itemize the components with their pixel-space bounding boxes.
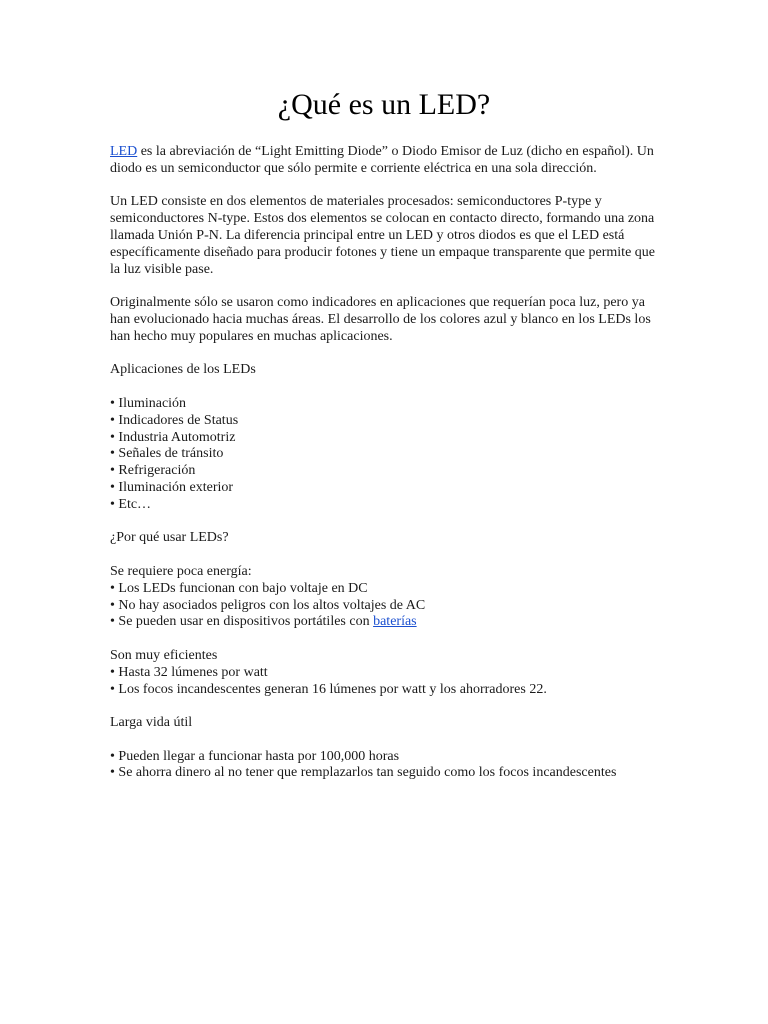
list-item: • Iluminación exterior (110, 479, 234, 495)
batteries-link[interactable]: baterías (373, 614, 417, 630)
applications-heading: Aplicaciones de los LEDs (110, 362, 256, 378)
list-item: • Indicadores de Status (110, 412, 239, 428)
intro-text: es la abreviación de “Light Emitting Diode” o Diodo Emisor de Luz (dicho en español). Un diodo es un semiconductor que sólo permite e corriente eléctrica en una sola dirección. (110, 144, 654, 176)
list-item: • Etc… (110, 496, 152, 512)
why-heading: ¿Por qué usar LEDs? (110, 530, 229, 546)
list-item: • Hasta 32 lúmenes por watt (110, 664, 268, 680)
energy-section (110, 564, 658, 631)
document-page (110, 88, 658, 799)
list-item: • Industria Automotriz (110, 429, 236, 445)
list-item (110, 614, 658, 631)
efficiency-heading: Son muy eficientes (110, 647, 218, 663)
energy-heading: Se requiere poca energía: (110, 563, 252, 579)
composition-paragraph: Un LED consiste en dos elementos de materiales procesados: semiconductores P-type y semiconductores N-type. Estos dos elementos se colocan en contacto directo, formando una zona llamada Unión P-N. La diferencia principal entre un LED y otros diodos es que el LED está específicamente diseñado para producir fotones y tiene un empaque transparente que permite que la luz visible pase. (110, 194, 655, 277)
intro-paragraph (110, 144, 658, 178)
list-item: • Los focos incandescentes generan 16 lúmenes por watt y los ahorradores 22. (110, 681, 547, 697)
list-item: • No hay asociados peligros con los altos voltajes de AC (110, 597, 426, 613)
page-title: ¿Qué es un LED? (277, 88, 491, 121)
list-item-text: • Se pueden usar en dispositivos portátiles con (110, 614, 374, 630)
lifetime-heading: Larga vida útil (110, 715, 193, 731)
list-item: • Señales de tránsito (110, 446, 224, 462)
efficiency-section (110, 648, 658, 698)
list-item: • Pueden llegar a funcionar hasta por 100,000 horas (110, 748, 400, 764)
lifetime-list (110, 749, 658, 783)
list-item: • Se ahorra dinero al no tener que remplazarlos tan seguido como los focos incandescentes (110, 765, 617, 781)
list-item: • Los LEDs funcionan con bajo voltaje en DC (110, 580, 368, 596)
list-item: • Refrigeración (110, 463, 196, 479)
history-paragraph: Originalmente sólo se usaron como indicadores en aplicaciones que requerían poca luz, pero ya han evolucionado hacia muchas áreas. El desarrollo de los colores azul y blanco en los LEDs los han hecho muy populares en muchas aplicaciones. (110, 295, 651, 344)
applications-list (110, 396, 658, 514)
led-link[interactable]: LED (110, 144, 138, 159)
list-item: • Iluminación (110, 395, 187, 411)
